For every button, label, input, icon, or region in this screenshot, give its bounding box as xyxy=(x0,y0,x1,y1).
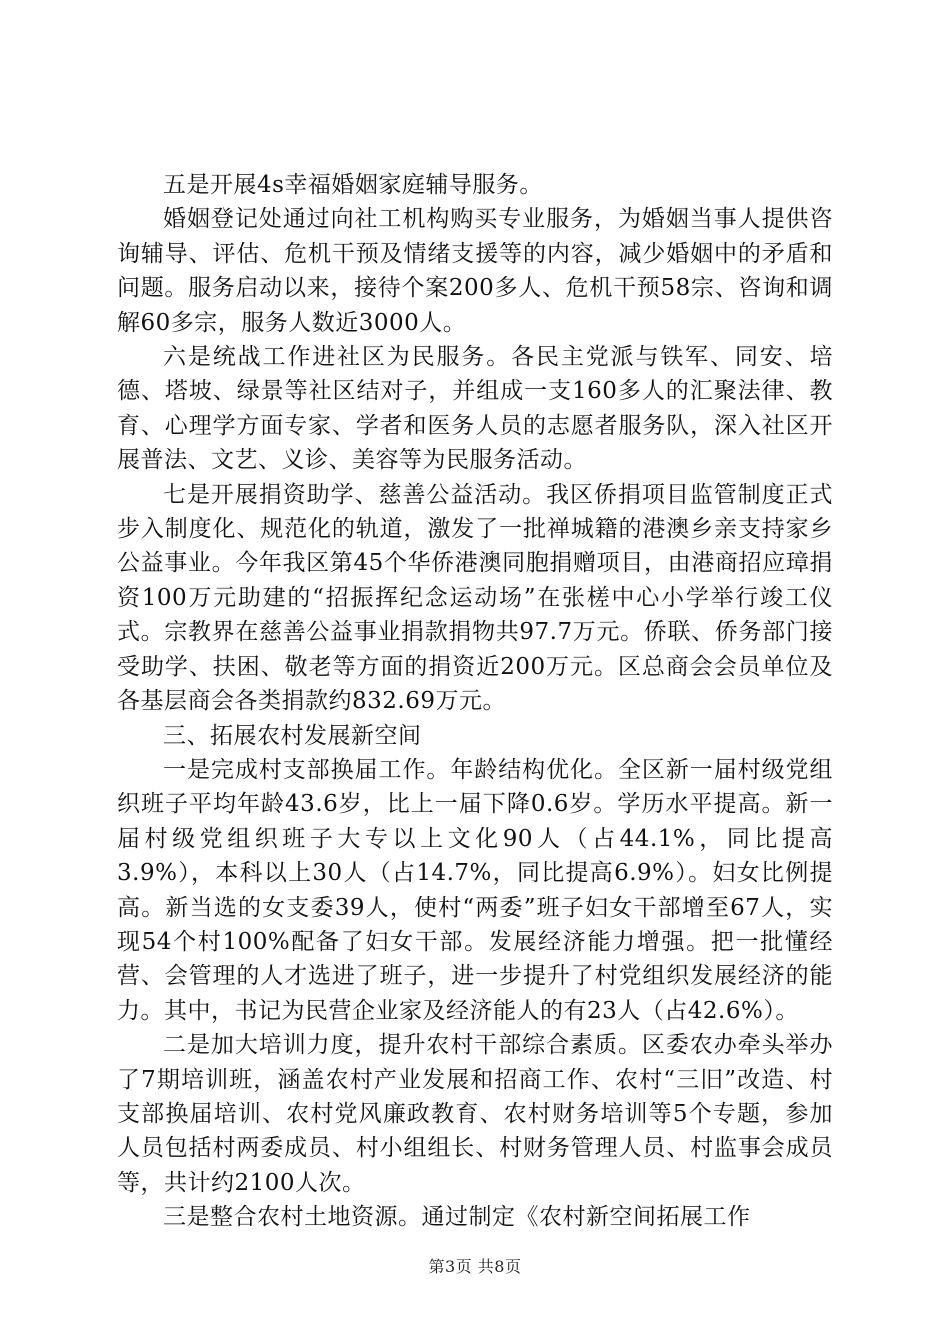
paragraph: 六是统战工作进社区为民服务。各民主党派与铁军、同安、培德、塔坡、绿景等社区结对子，并组成一支160多人的汇聚法律、教育、心理学方面专家、学者和医务人员的志愿者服务队，深入社区开展普法、文艺、义诊、美容等为民服务活动。 xyxy=(117,344,833,474)
document-body xyxy=(117,168,833,1235)
paragraph: 二是加大培训力度，提升农村干部综合素质。区委农办牵头举办了7期培训班，涵盖农村产业发展和招商工作、农村“三旧”改造、村支部换届培训、农村党风廉政教育、农村财务培训等5个专题，参加人员包括村两委成员、村小组组长、村财务管理人员、村监事会成员等，共计约2100人次。 xyxy=(117,1032,833,1196)
paragraph: 婚姻登记处通过向社工机构购买专业服务，为婚姻当事人提供咨询辅导、评估、危机干预及情绪支援等的内容，减少婚姻中的矛盾和问题。服务启动以来，接待个案200多人、危机干预58宗、咨询和调解60多宗，服务人数近3000人。 xyxy=(117,206,833,336)
page-number-footer: 第3页 共8页 xyxy=(428,1257,522,1276)
paragraph: 七是开展捐资助学、慈善公益活动。我区侨捐项目监管制度正式步入制度化、规范化的轨道，激发了一批禅城籍的港澳乡亲支持家乡公益事业。今年我区第45个华侨港澳同胞捐赠项目，由港商招应璋捐资100万元助建的“招振挥纪念运动场”在张槎中心小学举行竣工仪式。宗教界在慈善公益事业捐款捐物共97.7万元。侨联、侨务部门接受助学、扶困、敬老等方面的捐资近200万元。区总商会会员单位及各基层商会各类捐款约832.69万元。 xyxy=(117,481,833,715)
paragraph: 三是整合农村土地资源。通过制定《农村新空间拓展工作 xyxy=(163,1204,751,1231)
paragraph-heading: 五是开展4s幸福婚姻家庭辅导服务。 xyxy=(163,172,543,198)
paragraph: 一是完成村支部换届工作。年龄结构优化。全区新一届村级党组织班子平均年龄43.6岁，比上一届下降0.6岁。学历水平提高。新一届村级党组织班子大专以上文化90人（占44.1%，同比提高3.9%），本科以上30人（占14.7%，同比提高6.9%）。妇女比例提高。新当选的女支委39人，使村“两委”班子妇女干部增至67人，实现54个村100%配备了妇女干部。发展经济能力增强。把一批懂经营、会管理的人才选进了班子，进一步提升了村党组织发展经济的能力。其中，书记为民营企业家及经济能人的有23人（占42.6%）。 xyxy=(117,756,833,1024)
section-heading: 三、拓展农村发展新空间 xyxy=(163,722,422,749)
